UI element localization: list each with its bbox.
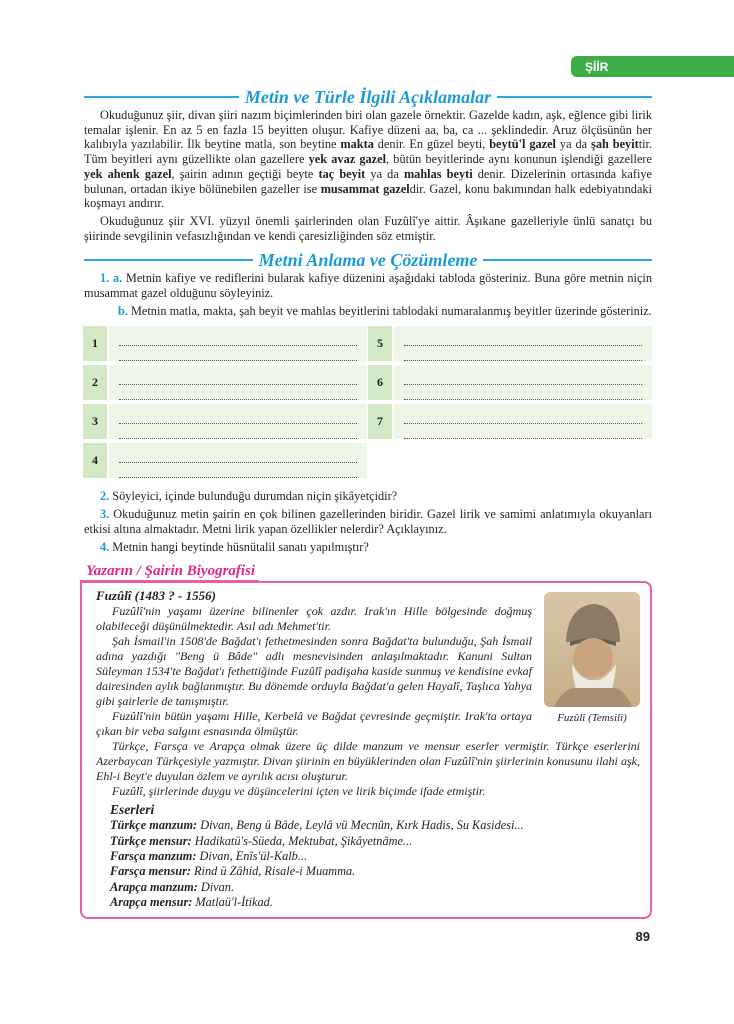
paragraph-gazel: Okuduğunuz şiir, divan şiiri nazım biçimlerinden biri olan gazele örnektir. Gazelde kadın, aşk, eğlence gibi lirik temalar işlenir. En az 5 en fazla 15 beyitten oluşur. Kafiye düzeni aa, ba, ca ... şeklindedir. Aruz ölçüsünün her kalıbıyla yazılabilir. İlk beytine matla, son beytine makta denir. En güzel beyti, beytü'l gazel ya da şah beyittir. Tüm beyitleri aynı güzellikte olan gazellere yek avaz gazel, bütün beyitlerinde aynı konunun işlendiği gazellere yek ahenk gazel, şairin adının geçtiği beyte taç beyit ya da mahlas beyti denir. Dizelerinin ortasında kafiye bulunan, ortadan ikiye bölünebilen gazeller ise musammat gazeldir. Gazel, konu bakımından halk edebiyatındaki koşmayı andırır. — [84, 108, 653, 211]
page-number: 89 — [635, 928, 650, 944]
poet-name: Fuzûlî (1483 ? - 1556) — [96, 588, 216, 604]
biography-title: Yazarın / Şairin Biyografisi — [80, 562, 259, 581]
bio-paragraph: Fuzûlî'nin bütün yaşamı Hille, Kerbelâ ve Bağdat çevresinde geçmiştir. Irak'ta ortaya çıkan bir veba salgını esnasında ölmüştür. — [96, 709, 532, 739]
explanation-text — [84, 108, 652, 243]
divider — [84, 259, 253, 261]
divider — [84, 96, 239, 98]
heading-title: Metin ve Türle İlgili Açıklamalar — [244, 87, 492, 107]
works-list — [96, 801, 640, 910]
question-3: 3. Okuduğunuz metin şairin en çok bilinen gazellerinden biridir. Gazel lirik ve samimi anlatımıyla okuyanları etkisi altına almaktadır. Metni lirik yapan özellikler nelerdir? Açıklayınız. — [84, 507, 652, 536]
section-tab — [571, 56, 734, 77]
questions-2-4 — [84, 489, 652, 554]
biography-section — [80, 562, 652, 918]
works-title: Eserleri — [110, 802, 155, 818]
page-content — [84, 86, 652, 944]
portrait-caption: Fuzûlî (Temsilî) — [557, 712, 627, 725]
table-row[interactable]: 3 — [83, 404, 367, 439]
question-1a: 1. a. Metnin kafiye ve rediflerini bularak kafiye düzenini aşağıdaki tabloda gösteriniz. Buna göre metnin niçin musammat gazel olduğunu söyleyiniz. — [84, 271, 652, 301]
biography-box — [80, 581, 652, 918]
section-heading-analysis — [84, 249, 652, 271]
questions-1 — [84, 271, 652, 318]
list-item: Arapça manzum: Divan. — [110, 879, 235, 894]
table-row[interactable]: 5 — [368, 326, 652, 361]
answer-table — [83, 326, 652, 481]
heading-title: Metni Anlama ve Çözümleme — [258, 250, 478, 271]
table-row[interactable]: 6 — [368, 365, 652, 400]
bio-paragraph: Fuzûlî'nin yaşamı üzerine bilinenler çok azdır. Irak'ın Hille bölgesinde doğmuş olabileceği düşünülmektedir. Asıl adı Mehmet'tir. — [96, 604, 532, 634]
portrait-image — [544, 592, 640, 707]
list-item: Türkçe mensur: Hadikatü's-Süeda, Mektubat, Şikâyetnâme... — [110, 833, 413, 848]
divider — [483, 259, 652, 261]
section-tab-label: ŞİİR — [585, 60, 609, 74]
list-item: Farsça mensur: Rind ü Zâhid, Risale-i Muamma. — [110, 864, 356, 879]
question-2: 2. Söyleyici, içinde bulunduğu durumdan niçin şikâyetçidir? — [100, 489, 398, 504]
table-row[interactable]: 4 — [83, 443, 367, 478]
list-item: Arapça mensur: Matlaü'l-İtikad. — [110, 895, 273, 910]
bio-paragraph: Fuzûlî, şiirlerinde duygu ve düşüncelerini içten ve lirik biçimde ifade etmiştir. — [112, 784, 486, 799]
question-4: 4. Metnin hangi beytinde hüsnütalil sanatı yapılmıştır? — [100, 539, 369, 554]
divider — [497, 96, 652, 98]
portrait-figure — [540, 592, 644, 725]
bio-paragraph: Şah İsmail'in 1508'de Bağdat'ı fethetmesinden sonra Bağdat'ta bulunduğu, Şah İsmail adına yazdığı "Beng ü Bâde" adlı mesnevisinden anlaşılmaktadır. Kanuni Sultan Süleyman 1534'te Bağdat'ı fethettiğinde Fuzûlî padişaha kaside sunmuş ve kendisine evkaf dairesinden aylık bağlanmıştır. Bu dönemde orduyla Bağdat'a gelen Hayalî, Taşlıca Yahya gibi şairlerle de tanışmıştır. — [96, 634, 532, 709]
question-1b: b. Metnin matla, makta, şah beyit ve mahlas beyitlerini tablodaki numaralanmış beyitler üzerinde gösteriniz. — [118, 303, 652, 318]
list-item: Farsça manzum: Divan, Enîs'ül-Kalb... — [110, 849, 308, 864]
section-heading-explanations — [84, 86, 652, 108]
table-row[interactable]: 2 — [83, 365, 367, 400]
list-item: Türkçe manzum: Divan, Beng ü Bâde, Leylâ vü Mecnûn, Kırk Hadis, Su Kasidesi... — [110, 818, 524, 833]
paragraph-fuzuli: Okuduğunuz şiir XVI. yüzyıl önemli şairlerinden olan Fuzûlî'ye aittir. Âşıkane gazelleriyle ünlü sanatçı bu şiirinde sevgilinin vefasızlığından ve kendi çaresizliğinden söz etmiştir. — [84, 213, 652, 243]
table-row[interactable]: 7 — [368, 404, 652, 439]
table-row[interactable]: 1 — [83, 326, 367, 361]
bio-paragraph: Türkçe, Farsça ve Arapça olmak üzere üç dilde manzum ve mensur eserler vermiştir. Türkçe eserlerini Azerbaycan Türkçesiyle yazmıştır. Divan şiirinin en büyüklerinden olan Fuzûlî'nin şiirlerinin konusunu ilahi aşk, Ehl-i Beyt'e duyulan özlem ve ayrılık acısı oluşturur. — [96, 739, 640, 784]
